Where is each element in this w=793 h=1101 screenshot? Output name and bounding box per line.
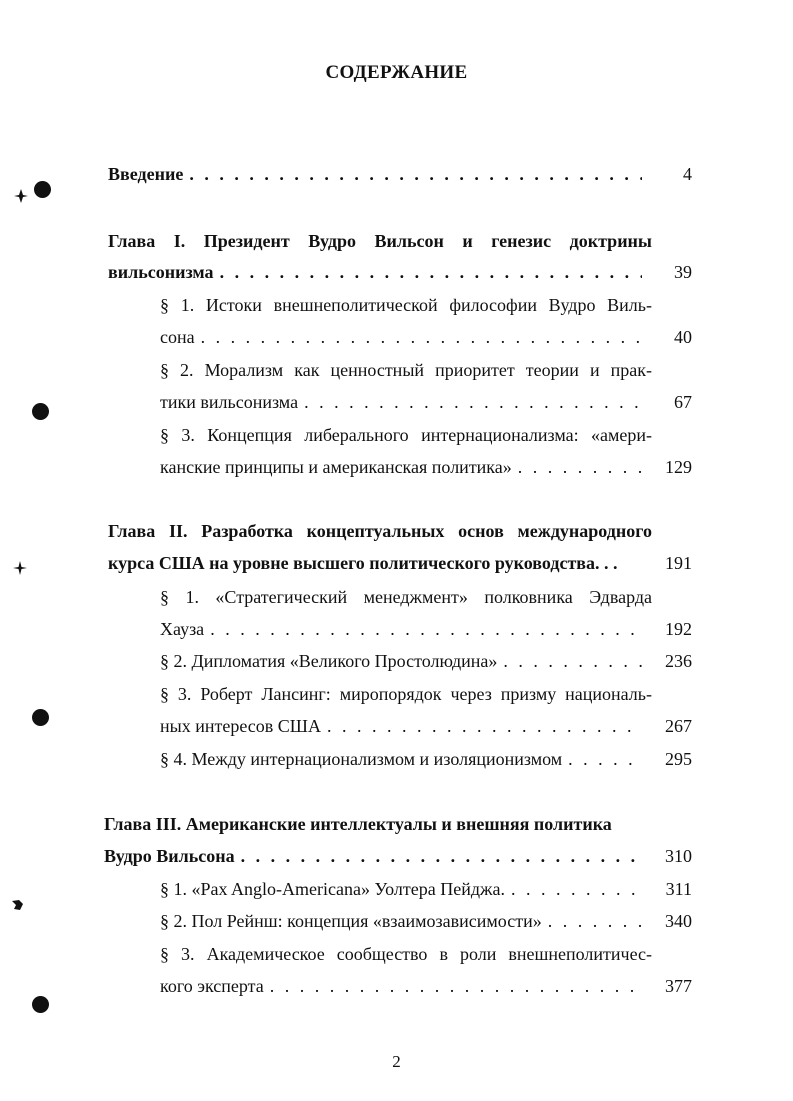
toc-page-number: 310	[665, 846, 692, 866]
toc-entry-label: кого эксперта	[160, 976, 264, 996]
toc-entry-introduction[interactable]	[108, 161, 646, 187]
dot-leader	[201, 324, 642, 350]
section-2-4-title[interactable]	[160, 746, 646, 772]
toc-entry-label: Хауза	[160, 619, 205, 639]
section-2-3-title[interactable]: § 3. Роберт Лансинг: миропорядок через призму националь-	[160, 684, 652, 704]
chapter-3-heading[interactable]: Глава III. Американские интеллектуалы и внешняя политика	[104, 814, 612, 834]
page-title: СОДЕРЖАНИЕ	[325, 62, 468, 83]
toc-entry-label: § 1. «Pax Anglo-Americana» Уолтера Пейджа.	[160, 879, 505, 899]
toc-entry-label: § 4. Между интернационализмом и изоляционизмом	[160, 749, 563, 769]
dot-leader	[210, 616, 642, 642]
section-3-2-title[interactable]	[160, 908, 646, 934]
dot-leader	[241, 843, 642, 869]
dot-leader	[189, 161, 642, 187]
section-1-3-title-cont[interactable]	[160, 454, 646, 480]
section-1-3-title[interactable]: § 3. Концепция либерального интернационализма: «амери-	[160, 425, 652, 445]
punch-hole	[34, 181, 51, 198]
toc-page-number: 67	[674, 392, 692, 412]
dot-leader	[270, 973, 642, 999]
toc-entry-label: сона	[160, 327, 195, 347]
toc-entry-label: § 2. Пол Рейнш: концепция «взаимозависимости»	[160, 911, 542, 931]
scan-artifact-icon	[12, 560, 28, 576]
toc-page-number: 377	[665, 976, 692, 996]
section-3-1-title[interactable]	[160, 876, 646, 902]
punch-hole	[32, 996, 49, 1013]
section-3-3-title[interactable]: § 3. Академическое сообщество в роли внешнеполитичес-	[160, 944, 652, 964]
section-2-2-title[interactable]	[160, 648, 646, 674]
toc-page-number: 267	[665, 716, 692, 736]
section-1-2-title[interactable]: § 2. Морализм как ценностный приоритет теории и прак-	[160, 360, 652, 380]
dot-leader	[327, 713, 642, 739]
punch-hole	[32, 403, 49, 420]
section-2-1-title[interactable]: § 1. «Стратегический менеджмент» полковника Эдварда	[160, 587, 652, 607]
toc-page-number: 129	[665, 457, 692, 477]
chapter-3-heading-cont[interactable]	[104, 843, 646, 869]
toc-entry-label: Вудро Вильсона	[104, 846, 235, 866]
toc-entry-label: тики вильсонизма	[160, 392, 299, 412]
toc-page-number: 39	[674, 262, 692, 282]
toc-entry-label: вильсонизма	[108, 262, 214, 282]
scan-artifact-icon	[10, 897, 26, 913]
toc-page-number: 40	[674, 327, 692, 347]
dot-leader	[220, 259, 642, 285]
dot-leader	[568, 746, 642, 772]
toc-entry-label: ных интересов США	[160, 716, 321, 736]
toc-entry-label: канские принципы и американская политика»	[160, 457, 512, 477]
section-2-3-title-cont[interactable]	[160, 713, 646, 739]
page-number: 2	[392, 1052, 401, 1071]
dot-leader	[548, 908, 642, 934]
toc-entry-label: Введение	[108, 164, 184, 184]
toc-page-number: 311	[665, 879, 692, 899]
dot-leader	[503, 648, 642, 674]
chapter-2-heading[interactable]: Глава II. Разработка концептуальных основ международного	[108, 521, 652, 541]
toc-page-number: 191	[665, 553, 692, 573]
toc-page-number: 340	[665, 911, 692, 931]
section-2-1-title-cont[interactable]	[160, 616, 646, 642]
chapter-1-heading-cont[interactable]	[108, 259, 646, 285]
dot-leader	[304, 389, 642, 415]
toc-page-number: 192	[665, 619, 692, 639]
chapter-1-heading[interactable]: Глава I. Президент Вудро Вильсон и генезис доктрины	[108, 231, 652, 251]
toc-entry-label: § 2. Дипломатия «Великого Простолюдина»	[160, 651, 498, 671]
dot-leader	[518, 454, 642, 480]
dot-leader	[511, 876, 642, 902]
section-3-3-title-cont[interactable]	[160, 973, 646, 999]
punch-hole	[32, 709, 49, 726]
section-1-1-title-cont[interactable]	[160, 324, 646, 350]
section-1-2-title-cont[interactable]	[160, 389, 646, 415]
toc-page-number: 295	[665, 749, 692, 769]
chapter-2-heading-cont[interactable]: курса США на уровне высшего политического руководства. . .	[108, 553, 618, 573]
section-1-1-title[interactable]: § 1. Истоки внешнеполитической философии Вудро Виль-	[160, 295, 652, 315]
scan-artifact-icon	[13, 188, 29, 204]
toc-page-number: 4	[683, 164, 692, 184]
toc-page-number: 236	[665, 651, 692, 671]
